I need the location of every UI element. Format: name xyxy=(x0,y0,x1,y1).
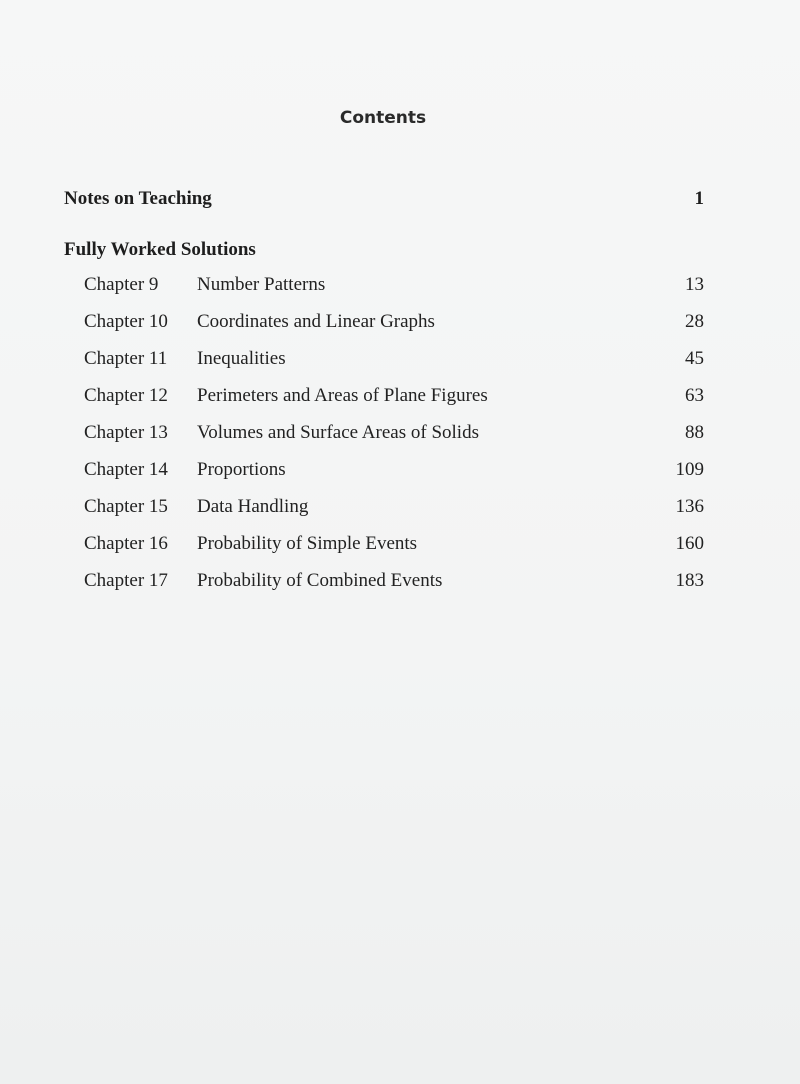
chapter-page: 109 xyxy=(675,459,704,480)
chapter-title: Probability of Simple Events xyxy=(197,533,418,554)
section-notes-on-teaching-page: 1 xyxy=(694,188,704,209)
chapter-number: Chapter 10 xyxy=(84,311,168,332)
chapter-number: Chapter 15 xyxy=(84,496,168,517)
chapter-page: 28 xyxy=(685,311,704,332)
toc-row xyxy=(84,570,704,607)
chapter-number: Chapter 11 xyxy=(84,348,168,369)
chapter-page: 183 xyxy=(675,570,704,591)
chapter-title: Data Handling xyxy=(197,496,309,517)
chapter-list xyxy=(84,274,704,607)
chapter-title: Number Patterns xyxy=(197,274,326,295)
chapter-title: Coordinates and Linear Graphs xyxy=(197,311,435,332)
toc-row xyxy=(84,274,704,311)
chapter-page: 88 xyxy=(685,422,704,443)
chapter-title: Probability of Combined Events xyxy=(197,570,443,591)
chapter-page: 160 xyxy=(675,533,704,554)
chapter-number: Chapter 13 xyxy=(84,422,168,443)
toc-row xyxy=(84,496,704,533)
toc-row xyxy=(84,311,704,348)
section-notes-on-teaching: Notes on Teaching xyxy=(64,188,212,209)
toc-row xyxy=(84,422,704,459)
chapter-title: Inequalities xyxy=(197,348,286,369)
chapter-number: Chapter 14 xyxy=(84,459,168,480)
chapter-number: Chapter 12 xyxy=(84,385,168,406)
toc-row xyxy=(84,459,704,496)
chapter-page: 13 xyxy=(685,274,704,295)
chapter-page: 63 xyxy=(685,385,704,406)
toc-row xyxy=(84,385,704,422)
chapter-number: Chapter 17 xyxy=(84,570,168,591)
chapter-page: 136 xyxy=(675,496,704,517)
toc-row xyxy=(84,348,704,385)
chapter-title: Proportions xyxy=(197,459,286,480)
chapter-number: Chapter 9 xyxy=(84,274,159,295)
chapter-page: 45 xyxy=(685,348,704,369)
chapter-number: Chapter 16 xyxy=(84,533,168,554)
chapter-title: Perimeters and Areas of Plane Figures xyxy=(197,385,488,406)
toc-row xyxy=(84,533,704,570)
section-fully-worked-solutions: Fully Worked Solutions xyxy=(64,239,256,260)
page-title: Contents xyxy=(339,108,427,128)
chapter-title: Volumes and Surface Areas of Solids xyxy=(197,422,479,443)
